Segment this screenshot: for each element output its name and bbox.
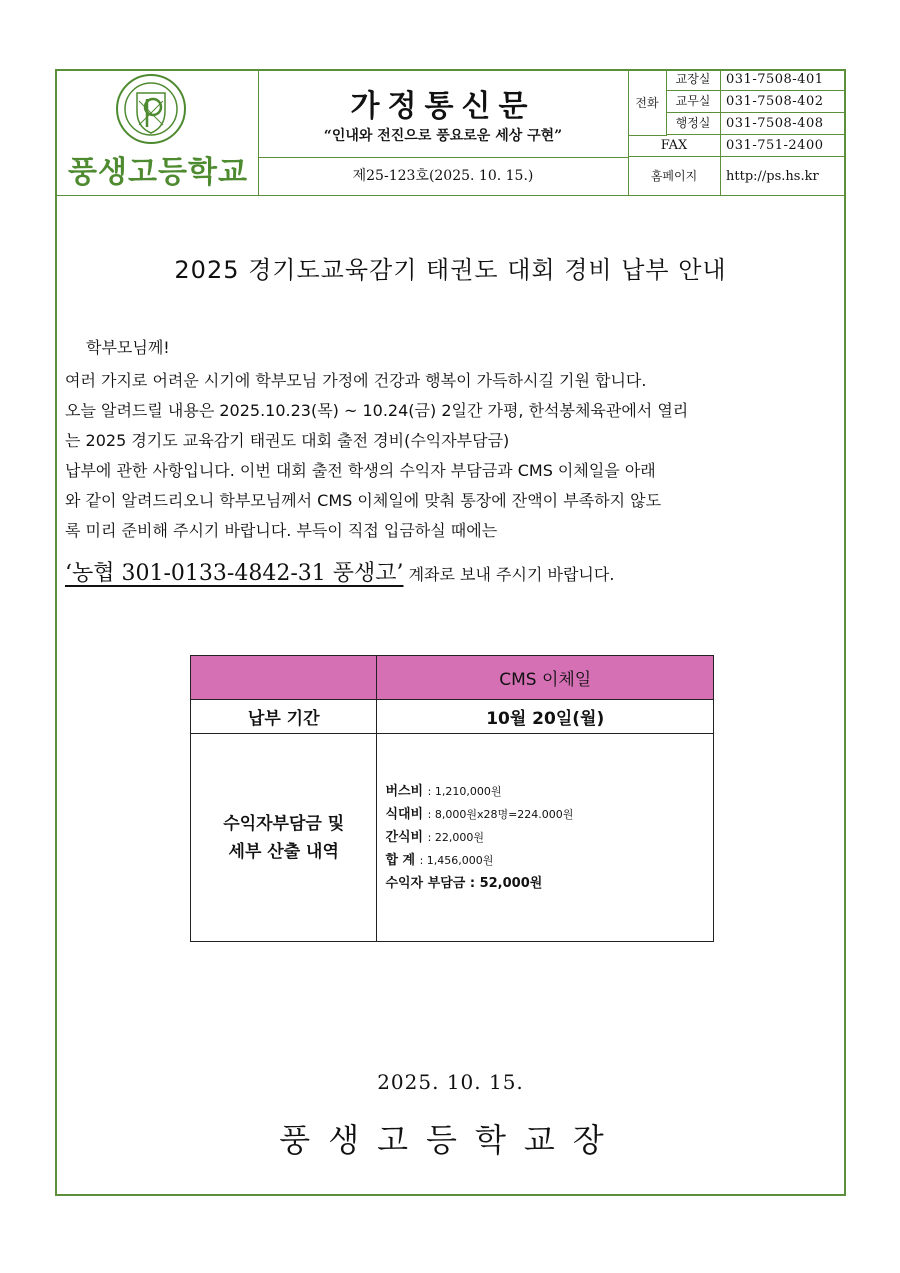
phone-row-number: 031-7508-408 [726,116,824,131]
fax-number: 031-751-2400 [726,138,824,153]
issue-number: 제25-123호(2025. 10. 15.) [258,157,629,196]
issue-date: 2025. 10. 15. [377,1070,524,1094]
contact-table [628,69,846,196]
school-motto: “인내와 전진으로 풍요로운 세상 구현” [323,128,563,144]
body-line: 록 미리 준비해 주시기 바랍니다. 부득이 직접 입금하실 때에는 [65,521,498,540]
body-line: 는 2025 경기도 교육감기 태권도 대회 출전 경비(수익자부담금) [65,431,510,450]
detail-label-line: 수익자부담금 및 [223,813,345,834]
detail-label-line: 세부 산출 내역 [228,841,339,862]
homepage-row [628,157,846,196]
homepage-link[interactable]: http://ps.hs.kr [726,169,819,184]
phone-row-label: 교장실 [666,69,721,90]
fee-table [190,655,714,942]
detail-row [191,734,714,942]
list-item: 버스비 : 1,210,000원 [385,784,502,799]
cms-header-cell: CMS 이체일 [377,656,714,700]
table-header-row [191,656,714,700]
title-cell [258,69,629,158]
list-item: 수익자 부담금 : 52,000원 [385,876,543,891]
phone-row-label: 행정실 [666,113,721,134]
school-seal-icon [115,73,187,145]
phone-row-number: 031-7508-401 [726,72,824,87]
fax-row [628,135,846,157]
phone-row [666,113,846,135]
body-line: 오늘 알려드릴 내용은 2025.10.23(목) ~ 10.24(금) 2일간 가평, 한석봉체육관에서 열리 [65,401,689,420]
letterhead [55,69,846,196]
body-line: 납부에 관한 사항입니다. 이번 대회 출전 학생의 수익자 부담금과 CMS 이체일을 아래 [65,461,656,480]
phone-row-label: 교무실 [666,91,721,112]
period-row [191,700,714,734]
account-suffix: 계좌로 보내 주시기 바랍니다. [403,565,615,584]
fax-label: FAX [628,135,721,156]
greeting: 학부모님께! [86,338,170,357]
school-name: 풍생고등학교 [68,155,248,190]
period-value: 10월 20일(월) [377,700,714,734]
body-line: 여러 가지로 어려운 시기에 학부모님 가정에 건강과 행복이 가득하시길 기원 합니다. [65,371,647,390]
detail-label [191,734,377,942]
list-item: 합 계 : 1,456,000원 [385,853,494,868]
list-item: 식대비 : 8,000원x28명=224.000원 [385,807,574,822]
phone-row [666,69,846,91]
document-frame [55,69,846,1196]
phone-row-number: 031-7508-402 [726,94,824,109]
document-title: 2025 경기도교육감기 태권도 대회 경비 납부 안내 [174,256,727,284]
signatory: 풍생고등학교장 [279,1121,622,1159]
phone-row [666,91,846,113]
list-item: 간식비 : 22,000원 [385,830,484,845]
bank-account: ‘농협 301-0133-4842-31 풍생고’ [65,561,404,586]
phone-label: 전화 [628,69,667,136]
detail-list [377,734,714,942]
header-blank-cell [191,656,377,700]
body-paragraph [65,366,840,546]
newsletter-title: 가정통신문 [350,89,536,124]
logo-cell [55,69,259,196]
period-label: 납부 기간 [191,700,377,734]
body-line: 와 같이 알려드리오니 학부모님께서 CMS 이체일에 맞춰 통장에 잔액이 부족하지 않도 [65,491,662,510]
account-line [65,556,614,587]
homepage-label: 홈페이지 [628,157,721,196]
